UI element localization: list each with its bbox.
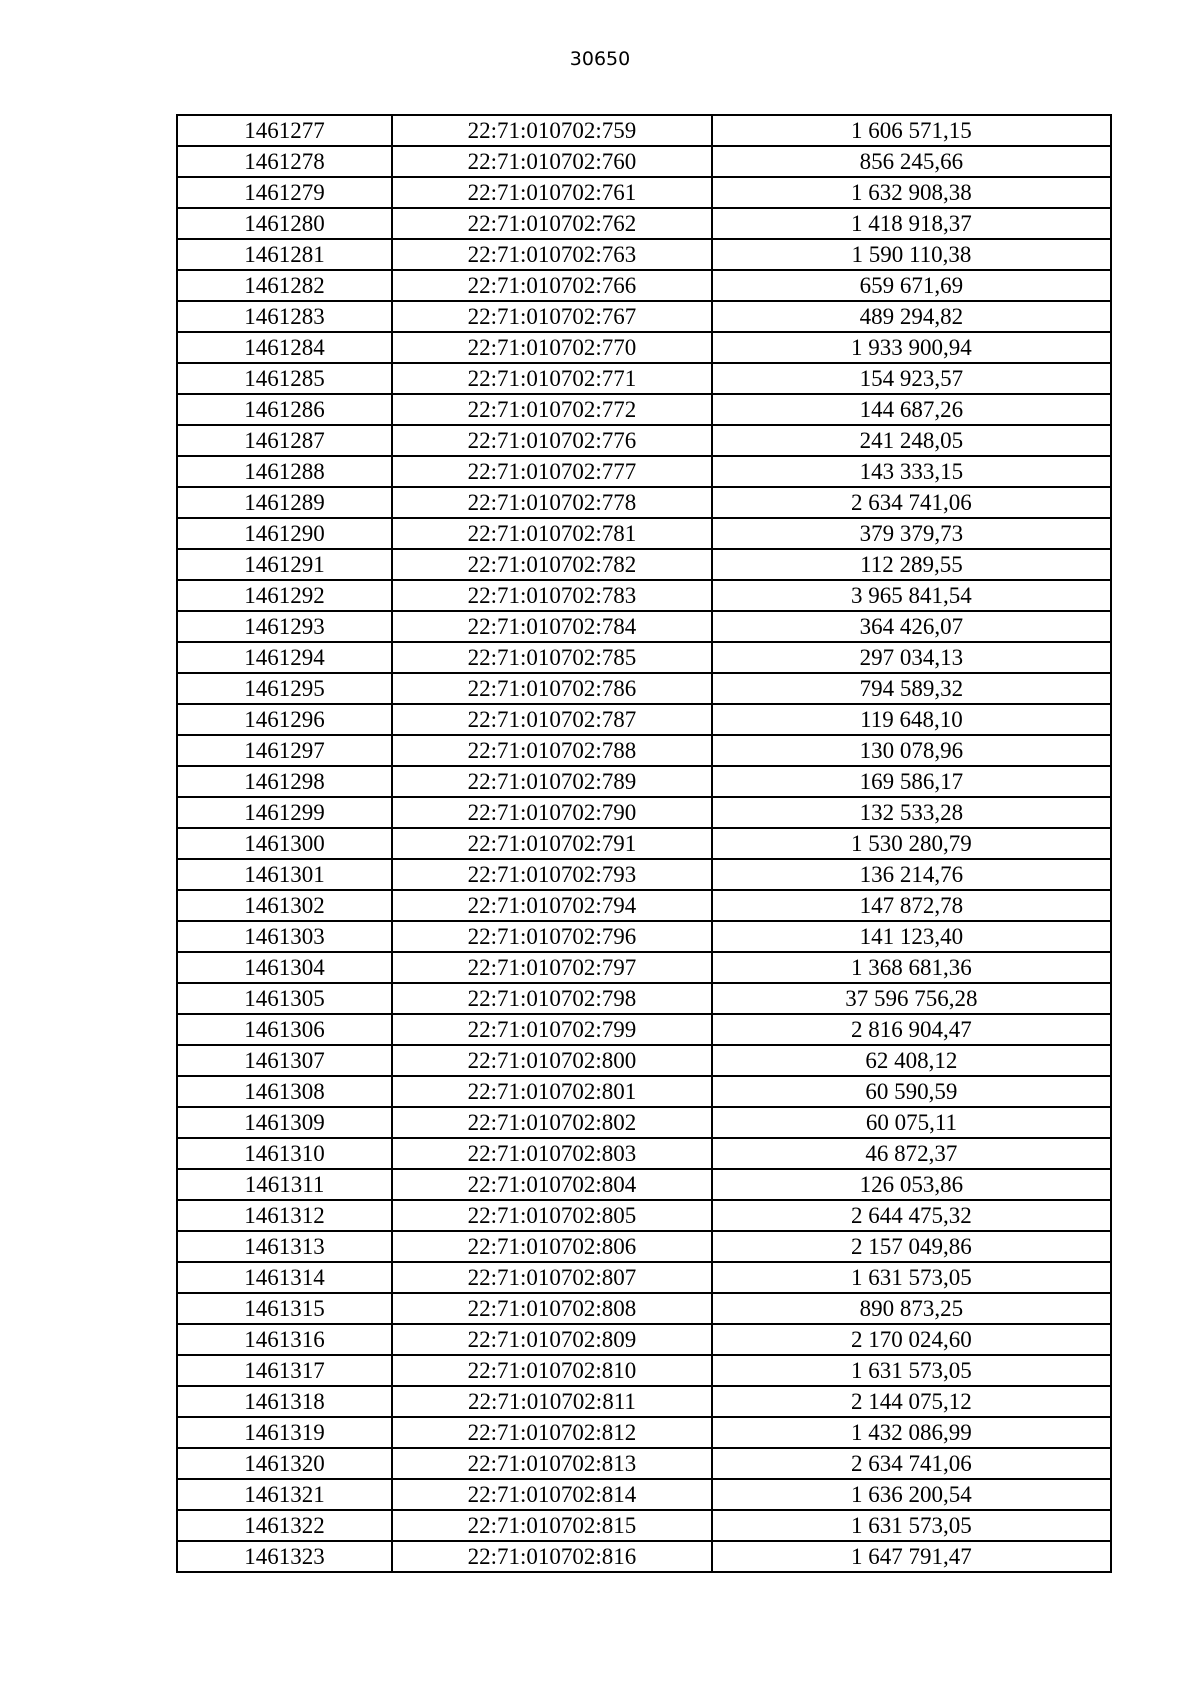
table-body bbox=[177, 115, 1111, 1572]
table-row bbox=[177, 1324, 1111, 1355]
cadastral-value-cell: 144 687,26 bbox=[712, 394, 1111, 425]
table-row bbox=[177, 1107, 1111, 1138]
cadastral-value-cell: 890 873,25 bbox=[712, 1293, 1111, 1324]
table-row bbox=[177, 1200, 1111, 1231]
cadastral-number-cell: 22:71:010702:766 bbox=[392, 270, 712, 301]
cadastral-value-cell: 794 589,32 bbox=[712, 673, 1111, 704]
cadastral-value-cell: 136 214,76 bbox=[712, 859, 1111, 890]
cadastral-value-cell: 126 053,86 bbox=[712, 1169, 1111, 1200]
table-row bbox=[177, 1386, 1111, 1417]
table-row bbox=[177, 1169, 1111, 1200]
cadastral-number-cell: 22:71:010702:760 bbox=[392, 146, 712, 177]
record-id-cell: 1461308 bbox=[177, 1076, 392, 1107]
cadastral-number-cell: 22:71:010702:796 bbox=[392, 921, 712, 952]
cadastral-value-cell: 119 648,10 bbox=[712, 704, 1111, 735]
table-row bbox=[177, 1014, 1111, 1045]
table-row bbox=[177, 1448, 1111, 1479]
cadastral-number-cell: 22:71:010702:803 bbox=[392, 1138, 712, 1169]
table-row bbox=[177, 1262, 1111, 1293]
table-row bbox=[177, 983, 1111, 1014]
cadastral-value-cell: 2 144 075,12 bbox=[712, 1386, 1111, 1417]
cadastral-value-cell: 1 368 681,36 bbox=[712, 952, 1111, 983]
table-row bbox=[177, 828, 1111, 859]
cadastral-value-cell: 60 590,59 bbox=[712, 1076, 1111, 1107]
table-row bbox=[177, 1417, 1111, 1448]
cadastral-number-cell: 22:71:010702:804 bbox=[392, 1169, 712, 1200]
record-id-cell: 1461294 bbox=[177, 642, 392, 673]
table-row bbox=[177, 177, 1111, 208]
cadastral-number-cell: 22:71:010702:809 bbox=[392, 1324, 712, 1355]
record-id-cell: 1461280 bbox=[177, 208, 392, 239]
record-id-cell: 1461305 bbox=[177, 983, 392, 1014]
cadastral-number-cell: 22:71:010702:772 bbox=[392, 394, 712, 425]
table-row bbox=[177, 1138, 1111, 1169]
cadastral-number-cell: 22:71:010702:778 bbox=[392, 487, 712, 518]
record-id-cell: 1461293 bbox=[177, 611, 392, 642]
cadastral-number-cell: 22:71:010702:793 bbox=[392, 859, 712, 890]
record-id-cell: 1461310 bbox=[177, 1138, 392, 1169]
cadastral-value-cell: 2 816 904,47 bbox=[712, 1014, 1111, 1045]
cadastral-value-cell: 1 432 086,99 bbox=[712, 1417, 1111, 1448]
cadastral-value-cell: 297 034,13 bbox=[712, 642, 1111, 673]
record-id-cell: 1461311 bbox=[177, 1169, 392, 1200]
cadastral-number-cell: 22:71:010702:815 bbox=[392, 1510, 712, 1541]
cadastral-value-table bbox=[176, 114, 1112, 1573]
cadastral-value-cell: 364 426,07 bbox=[712, 611, 1111, 642]
cadastral-value-cell: 2 634 741,06 bbox=[712, 487, 1111, 518]
cadastral-number-cell: 22:71:010702:767 bbox=[392, 301, 712, 332]
record-id-cell: 1461281 bbox=[177, 239, 392, 270]
table-row bbox=[177, 1045, 1111, 1076]
table-row bbox=[177, 146, 1111, 177]
cadastral-number-cell: 22:71:010702:801 bbox=[392, 1076, 712, 1107]
cadastral-value-cell: 112 289,55 bbox=[712, 549, 1111, 580]
table-row bbox=[177, 239, 1111, 270]
cadastral-number-cell: 22:71:010702:781 bbox=[392, 518, 712, 549]
cadastral-number-cell: 22:71:010702:784 bbox=[392, 611, 712, 642]
record-id-cell: 1461303 bbox=[177, 921, 392, 952]
record-id-cell: 1461314 bbox=[177, 1262, 392, 1293]
cadastral-value-cell: 141 123,40 bbox=[712, 921, 1111, 952]
cadastral-number-cell: 22:71:010702:812 bbox=[392, 1417, 712, 1448]
cadastral-value-cell: 147 872,78 bbox=[712, 890, 1111, 921]
cadastral-number-cell: 22:71:010702:777 bbox=[392, 456, 712, 487]
cadastral-number-cell: 22:71:010702:807 bbox=[392, 1262, 712, 1293]
cadastral-number-cell: 22:71:010702:788 bbox=[392, 735, 712, 766]
table-row bbox=[177, 797, 1111, 828]
cadastral-value-cell: 46 872,37 bbox=[712, 1138, 1111, 1169]
record-id-cell: 1461322 bbox=[177, 1510, 392, 1541]
cadastral-value-cell: 1 530 280,79 bbox=[712, 828, 1111, 859]
cadastral-value-cell: 1 606 571,15 bbox=[712, 115, 1111, 146]
cadastral-number-cell: 22:71:010702:789 bbox=[392, 766, 712, 797]
cadastral-value-cell: 1 636 200,54 bbox=[712, 1479, 1111, 1510]
cadastral-value-cell: 37 596 756,28 bbox=[712, 983, 1111, 1014]
cadastral-value-cell: 2 157 049,86 bbox=[712, 1231, 1111, 1262]
table-row bbox=[177, 1541, 1111, 1572]
cadastral-number-cell: 22:71:010702:816 bbox=[392, 1541, 712, 1572]
cadastral-number-cell: 22:71:010702:786 bbox=[392, 673, 712, 704]
cadastral-value-cell: 130 078,96 bbox=[712, 735, 1111, 766]
record-id-cell: 1461288 bbox=[177, 456, 392, 487]
table-row bbox=[177, 1231, 1111, 1262]
cadastral-number-cell: 22:71:010702:813 bbox=[392, 1448, 712, 1479]
cadastral-number-cell: 22:71:010702:787 bbox=[392, 704, 712, 735]
cadastral-value-cell: 143 333,15 bbox=[712, 456, 1111, 487]
cadastral-number-cell: 22:71:010702:798 bbox=[392, 983, 712, 1014]
table-row bbox=[177, 611, 1111, 642]
table-row bbox=[177, 208, 1111, 239]
cadastral-value-cell: 154 923,57 bbox=[712, 363, 1111, 394]
record-id-cell: 1461296 bbox=[177, 704, 392, 735]
table-row bbox=[177, 642, 1111, 673]
record-id-cell: 1461290 bbox=[177, 518, 392, 549]
table-row bbox=[177, 1355, 1111, 1386]
table-row bbox=[177, 332, 1111, 363]
cadastral-value-cell: 1 631 573,05 bbox=[712, 1262, 1111, 1293]
record-id-cell: 1461323 bbox=[177, 1541, 392, 1572]
table-row bbox=[177, 1479, 1111, 1510]
record-id-cell: 1461289 bbox=[177, 487, 392, 518]
record-id-cell: 1461316 bbox=[177, 1324, 392, 1355]
record-id-cell: 1461307 bbox=[177, 1045, 392, 1076]
cadastral-number-cell: 22:71:010702:810 bbox=[392, 1355, 712, 1386]
cadastral-number-cell: 22:71:010702:771 bbox=[392, 363, 712, 394]
cadastral-number-cell: 22:71:010702:761 bbox=[392, 177, 712, 208]
record-id-cell: 1461317 bbox=[177, 1355, 392, 1386]
cadastral-value-cell: 1 632 908,38 bbox=[712, 177, 1111, 208]
record-id-cell: 1461277 bbox=[177, 115, 392, 146]
cadastral-value-cell: 489 294,82 bbox=[712, 301, 1111, 332]
record-id-cell: 1461302 bbox=[177, 890, 392, 921]
table-row bbox=[177, 270, 1111, 301]
record-id-cell: 1461309 bbox=[177, 1107, 392, 1138]
table-row bbox=[177, 766, 1111, 797]
cadastral-value-cell: 1 590 110,38 bbox=[712, 239, 1111, 270]
record-id-cell: 1461287 bbox=[177, 425, 392, 456]
record-id-cell: 1461312 bbox=[177, 1200, 392, 1231]
cadastral-number-cell: 22:71:010702:806 bbox=[392, 1231, 712, 1262]
cadastral-number-cell: 22:71:010702:759 bbox=[392, 115, 712, 146]
cadastral-number-cell: 22:71:010702:783 bbox=[392, 580, 712, 611]
cadastral-number-cell: 22:71:010702:797 bbox=[392, 952, 712, 983]
cadastral-value-cell: 62 408,12 bbox=[712, 1045, 1111, 1076]
table-row bbox=[177, 1510, 1111, 1541]
cadastral-value-cell: 132 533,28 bbox=[712, 797, 1111, 828]
cadastral-number-cell: 22:71:010702:794 bbox=[392, 890, 712, 921]
cadastral-number-cell: 22:71:010702:776 bbox=[392, 425, 712, 456]
table-row bbox=[177, 704, 1111, 735]
record-id-cell: 1461285 bbox=[177, 363, 392, 394]
record-id-cell: 1461297 bbox=[177, 735, 392, 766]
cadastral-value-cell: 2 634 741,06 bbox=[712, 1448, 1111, 1479]
table-row bbox=[177, 487, 1111, 518]
cadastral-number-cell: 22:71:010702:814 bbox=[392, 1479, 712, 1510]
record-id-cell: 1461304 bbox=[177, 952, 392, 983]
table-row bbox=[177, 673, 1111, 704]
cadastral-value-cell: 2 644 475,32 bbox=[712, 1200, 1111, 1231]
cadastral-value-cell: 1 933 900,94 bbox=[712, 332, 1111, 363]
record-id-cell: 1461299 bbox=[177, 797, 392, 828]
record-id-cell: 1461319 bbox=[177, 1417, 392, 1448]
cadastral-value-cell: 2 170 024,60 bbox=[712, 1324, 1111, 1355]
record-id-cell: 1461283 bbox=[177, 301, 392, 332]
table-row bbox=[177, 456, 1111, 487]
record-id-cell: 1461298 bbox=[177, 766, 392, 797]
record-id-cell: 1461286 bbox=[177, 394, 392, 425]
cadastral-number-cell: 22:71:010702:800 bbox=[392, 1045, 712, 1076]
cadastral-value-cell: 379 379,73 bbox=[712, 518, 1111, 549]
table-row bbox=[177, 580, 1111, 611]
record-id-cell: 1461313 bbox=[177, 1231, 392, 1262]
table-row bbox=[177, 363, 1111, 394]
cadastral-value-cell: 169 586,17 bbox=[712, 766, 1111, 797]
cadastral-number-cell: 22:71:010702:811 bbox=[392, 1386, 712, 1417]
record-id-cell: 1461300 bbox=[177, 828, 392, 859]
table-row bbox=[177, 1076, 1111, 1107]
record-id-cell: 1461278 bbox=[177, 146, 392, 177]
cadastral-number-cell: 22:71:010702:770 bbox=[392, 332, 712, 363]
cadastral-value-cell: 1 631 573,05 bbox=[712, 1510, 1111, 1541]
table-row bbox=[177, 425, 1111, 456]
cadastral-number-cell: 22:71:010702:763 bbox=[392, 239, 712, 270]
record-id-cell: 1461315 bbox=[177, 1293, 392, 1324]
table-row bbox=[177, 952, 1111, 983]
cadastral-number-cell: 22:71:010702:762 bbox=[392, 208, 712, 239]
cadastral-number-cell: 22:71:010702:785 bbox=[392, 642, 712, 673]
cadastral-number-cell: 22:71:010702:805 bbox=[392, 1200, 712, 1231]
table-row bbox=[177, 115, 1111, 146]
record-id-cell: 1461292 bbox=[177, 580, 392, 611]
table-row bbox=[177, 1293, 1111, 1324]
record-id-cell: 1461295 bbox=[177, 673, 392, 704]
cadastral-number-cell: 22:71:010702:791 bbox=[392, 828, 712, 859]
table-row bbox=[177, 890, 1111, 921]
table-row bbox=[177, 735, 1111, 766]
record-id-cell: 1461321 bbox=[177, 1479, 392, 1510]
record-id-cell: 1461284 bbox=[177, 332, 392, 363]
record-id-cell: 1461301 bbox=[177, 859, 392, 890]
record-id-cell: 1461318 bbox=[177, 1386, 392, 1417]
record-id-cell: 1461282 bbox=[177, 270, 392, 301]
table-row bbox=[177, 549, 1111, 580]
cadastral-number-cell: 22:71:010702:802 bbox=[392, 1107, 712, 1138]
record-id-cell: 1461291 bbox=[177, 549, 392, 580]
record-id-cell: 1461279 bbox=[177, 177, 392, 208]
cadastral-number-cell: 22:71:010702:790 bbox=[392, 797, 712, 828]
cadastral-number-cell: 22:71:010702:799 bbox=[392, 1014, 712, 1045]
cadastral-value-cell: 1 631 573,05 bbox=[712, 1355, 1111, 1386]
table-row bbox=[177, 518, 1111, 549]
table-row bbox=[177, 394, 1111, 425]
table-row bbox=[177, 859, 1111, 890]
cadastral-value-cell: 1 418 918,37 bbox=[712, 208, 1111, 239]
cadastral-number-cell: 22:71:010702:808 bbox=[392, 1293, 712, 1324]
cadastral-value-cell: 3 965 841,54 bbox=[712, 580, 1111, 611]
cadastral-value-cell: 1 647 791,47 bbox=[712, 1541, 1111, 1572]
cadastral-value-cell: 60 075,11 bbox=[712, 1107, 1111, 1138]
record-id-cell: 1461320 bbox=[177, 1448, 392, 1479]
cadastral-number-cell: 22:71:010702:782 bbox=[392, 549, 712, 580]
page-number: 30650 bbox=[569, 48, 631, 70]
cadastral-value-cell: 659 671,69 bbox=[712, 270, 1111, 301]
cadastral-value-cell: 856 245,66 bbox=[712, 146, 1111, 177]
table-row bbox=[177, 301, 1111, 332]
cadastral-value-cell: 241 248,05 bbox=[712, 425, 1111, 456]
record-id-cell: 1461306 bbox=[177, 1014, 392, 1045]
table-row bbox=[177, 921, 1111, 952]
